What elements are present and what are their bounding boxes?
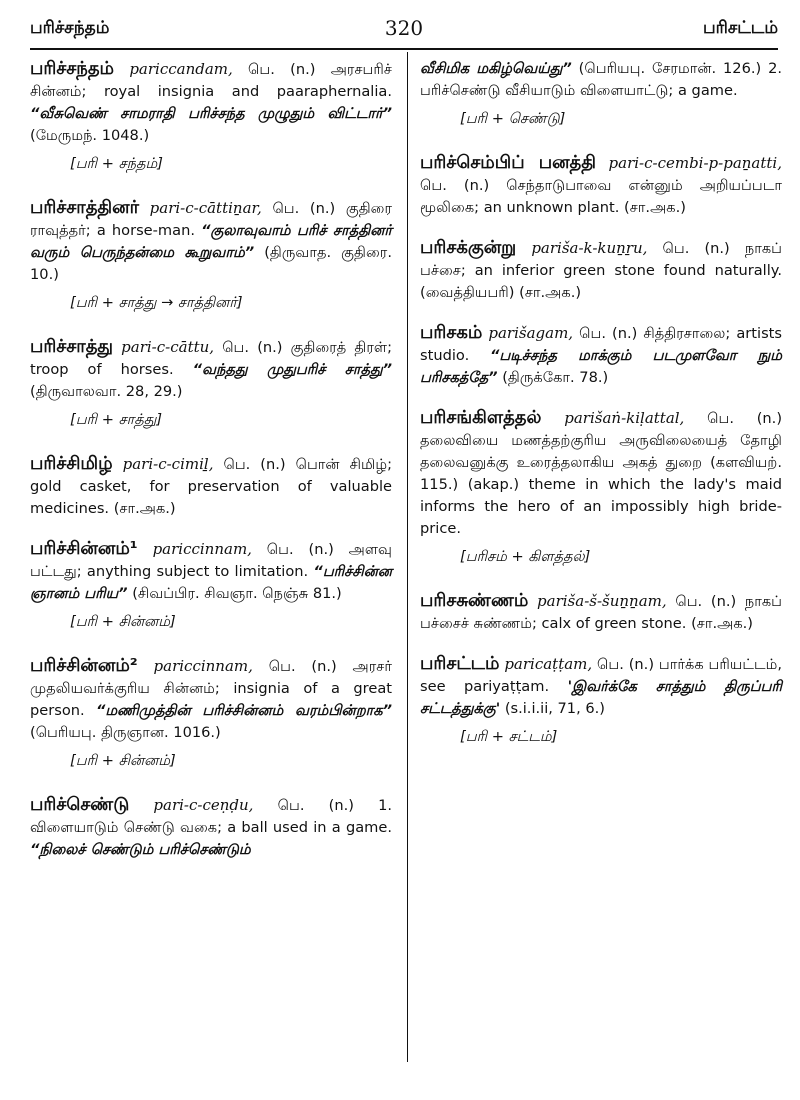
definition: குதிரை ராவுத்தர்; a horse-man. [30,200,393,239]
source-reference: (சா.அக.) [691,615,753,632]
part-of-speech: பெ. (n.) [222,339,283,356]
definition: செந்தாடுபாவை என்னும் அறியப்படா மூலிகை; an unknown plant. [420,177,782,216]
transliteration: pariša-š-šuṉṉam, [537,592,667,610]
definition: தலைவியை மணத்தற்குரிய அருவிலையைத் தோழி தலைவனுக்கு உரைத்தலாகிய அகத் துறை (களவியற். 115.) (akap.) theme in which the lady's maid informs the hero of an impossibly high bride-price. [420,432,782,537]
transliteration: pariccandam, [129,60,233,78]
transliteration: pari-c-cimiḻ, [122,455,214,473]
source-reference: (s.i.i.ii, 71, 6.) [504,700,605,717]
dictionary-entry [30,538,392,605]
transliteration: pari-c-cāttiṉar, [149,199,262,217]
source-reference: (வைத்தியபரி) (சா.அக.) [420,284,582,301]
source-reference: (திருவாத. குதிரை. 10.) [30,244,392,283]
definition: குதிரைத் திரள்; troop of horses. [30,339,393,378]
part-of-speech: பெ. (n.) [223,456,286,473]
transliteration: pariša-k-kuṉṟu, [531,239,648,257]
dictionary-entry [30,336,392,403]
etymology: [பரிசம் + கிளத்தல்] [460,548,591,565]
part-of-speech: பெ. (n.) [579,325,638,342]
transliteration: pari-c-ceṇḍu, [153,796,254,814]
definition: அரசபரிச் சின்னம்; royal insignia and paaraphernalia. [30,61,393,100]
page-number: 320 [384,16,424,40]
headword: பரிசசுண்ணம் [420,590,529,611]
dictionary-entry [420,590,782,635]
source-reference: (மேருமந். 1048.) [30,127,150,144]
headword: பரிச்செண்டு [30,794,130,815]
part-of-speech: பெ. (n.) [266,541,334,558]
transliteration: pari-c-cembi-p-paṉatti, [608,154,782,172]
etymology: [பரி + சின்னம்] [70,752,176,769]
part-of-speech: பெ. (n.) [707,410,783,427]
source-reference: (பெரியபு. சேரமான். 126.) 2. பரிச்செண்டு வீசியாடும் விளையாட்டு; a game. [420,60,782,99]
definition: நாகப் பச்சை; an inferior green stone found naturally. [420,240,783,279]
running-head-right: பரிசட்டம் [702,18,778,38]
part-of-speech: பெ. (n.) [675,593,737,610]
definition: நாகப் பச்சைச் சுண்ணம்; calx of green stone. [420,593,783,632]
page-header [30,14,778,44]
headword: பரிச்சின்னம்¹ [30,538,138,559]
source-reference: (சிவப்பிர. சிவஞா. நெஞ்சு 81.) [132,585,342,602]
transliteration: pariccinnam, [152,540,252,558]
etymology: [பரி + சின்னம்] [70,613,176,630]
part-of-speech: பெ. (n.) [662,240,730,257]
dictionary-entry [30,197,392,286]
headword: பரிச்செம்பிப் பனத்தி [420,152,597,173]
part-of-speech: பெ. (n.) [268,658,337,675]
part-of-speech: பெ. (n.) [277,797,354,814]
headword: பரிச்சந்தம் [30,58,115,79]
dictionary-entry [30,58,392,147]
definition: 1. விளையாடும் செண்டு வகை; a ball used in a game. [30,797,392,836]
dictionary-entry [420,152,782,219]
part-of-speech: பெ. (n.) [420,177,490,194]
definition: சித்திரசாலை; artists studio. [420,325,783,364]
source-reference: (திருவாலவா. 28, 29.) [30,383,183,400]
citation: “படிச்சந்த மாக்கும் படமுளவோ நும் பரிசகத்தே” [420,347,782,386]
dictionary-entry [30,655,392,744]
etymology: [பரி + சந்தம்] [70,155,163,172]
headword: பரிசட்டம் [420,653,500,674]
source-reference: (சா.அக.) [113,500,176,517]
transliteration: pari-c-cāttu, [121,338,215,356]
citation: “வந்தது முதுபரிச் சாத்து” [192,361,393,378]
dictionary-entry [420,322,782,389]
etymology: [பரி + சாத்து → சாத்தினர்] [70,294,243,311]
transliteration: parišagam, [488,324,574,342]
transliteration: parišaṅ-kiḷattal, [564,409,685,427]
headword: பரிசக்குன்று [420,237,517,258]
dictionary-entry [30,453,392,520]
running-head-left: பரிச்சந்தம் [30,18,110,38]
headword: பரிச்சின்னம்² [30,655,138,676]
right-column [420,58,782,770]
definition: பொன் சிமிழ்; gold casket, for preservation of valuable medicines. [30,456,393,517]
headword: பரிச்சாத்தினர் [30,197,140,218]
headword: பரிச்சாத்து [30,336,114,357]
header-rule [30,48,778,50]
headword: பரிசகம் [420,322,483,343]
source-reference: (பெரியபு. திருஞான. 1016.) [30,724,221,741]
citation: “பரிச்சின்ன ஞானம் பரிய” [30,563,392,602]
dictionary-entry [30,794,392,861]
part-of-speech: பெ. (n.) [597,656,655,673]
etymology: [பரி + சாத்து] [70,411,163,428]
dictionary-entry [420,237,782,304]
part-of-speech: பெ. (n.) [272,200,336,217]
transliteration: pariccinnam, [153,657,253,675]
dictionary-entry [420,407,782,540]
headword: பரிச்சிமிழ் [30,453,113,474]
definition: பார்க்க பரியட்டம், see pariyaṭṭam. [420,656,782,695]
left-column [30,58,392,879]
citation: “நிலைச் செண்டும் பரிச்செண்டும் [30,841,251,858]
headword: பரிசங்கிளத்தல் [420,407,542,428]
transliteration: paricaṭṭam, [504,655,593,673]
etymology: [பரி + செண்டு] [460,110,566,127]
definition: அரசர் முதலியவர்க்குரிய சின்னம்; insignia of a great person. [30,658,392,719]
definition: அளவு பட்டது; anything subject to limitation. [30,541,393,580]
source-reference: (சா.அக.) [624,199,686,216]
citation: “குலாவுவாம் பரிச் சாத்தினர் வரும் பெருந்தன்மை கூறுவாம்” [30,222,392,261]
dictionary-entry [420,58,782,102]
dictionary-entry [420,653,782,720]
part-of-speech: பெ. (n.) [248,61,316,78]
etymology: [பரி + சட்டம்] [460,728,558,745]
source-reference: (திருக்கோ. 78.) [502,369,609,386]
citation: 'இவர்க்கே சாத்தும் திருப்பரி சட்டத்துக்கு' [420,678,782,717]
citation: வீசிமிக மகிழ்வெய்து” [420,60,572,77]
citation: “மணிமுத்தின் பரிச்சின்னம் வரம்பின்றாக” [95,702,392,719]
citation: “வீசுவெண் சாமராதி பரிச்சந்த முழுதும் விட்டார்” [30,105,392,122]
column-separator [407,52,408,1062]
